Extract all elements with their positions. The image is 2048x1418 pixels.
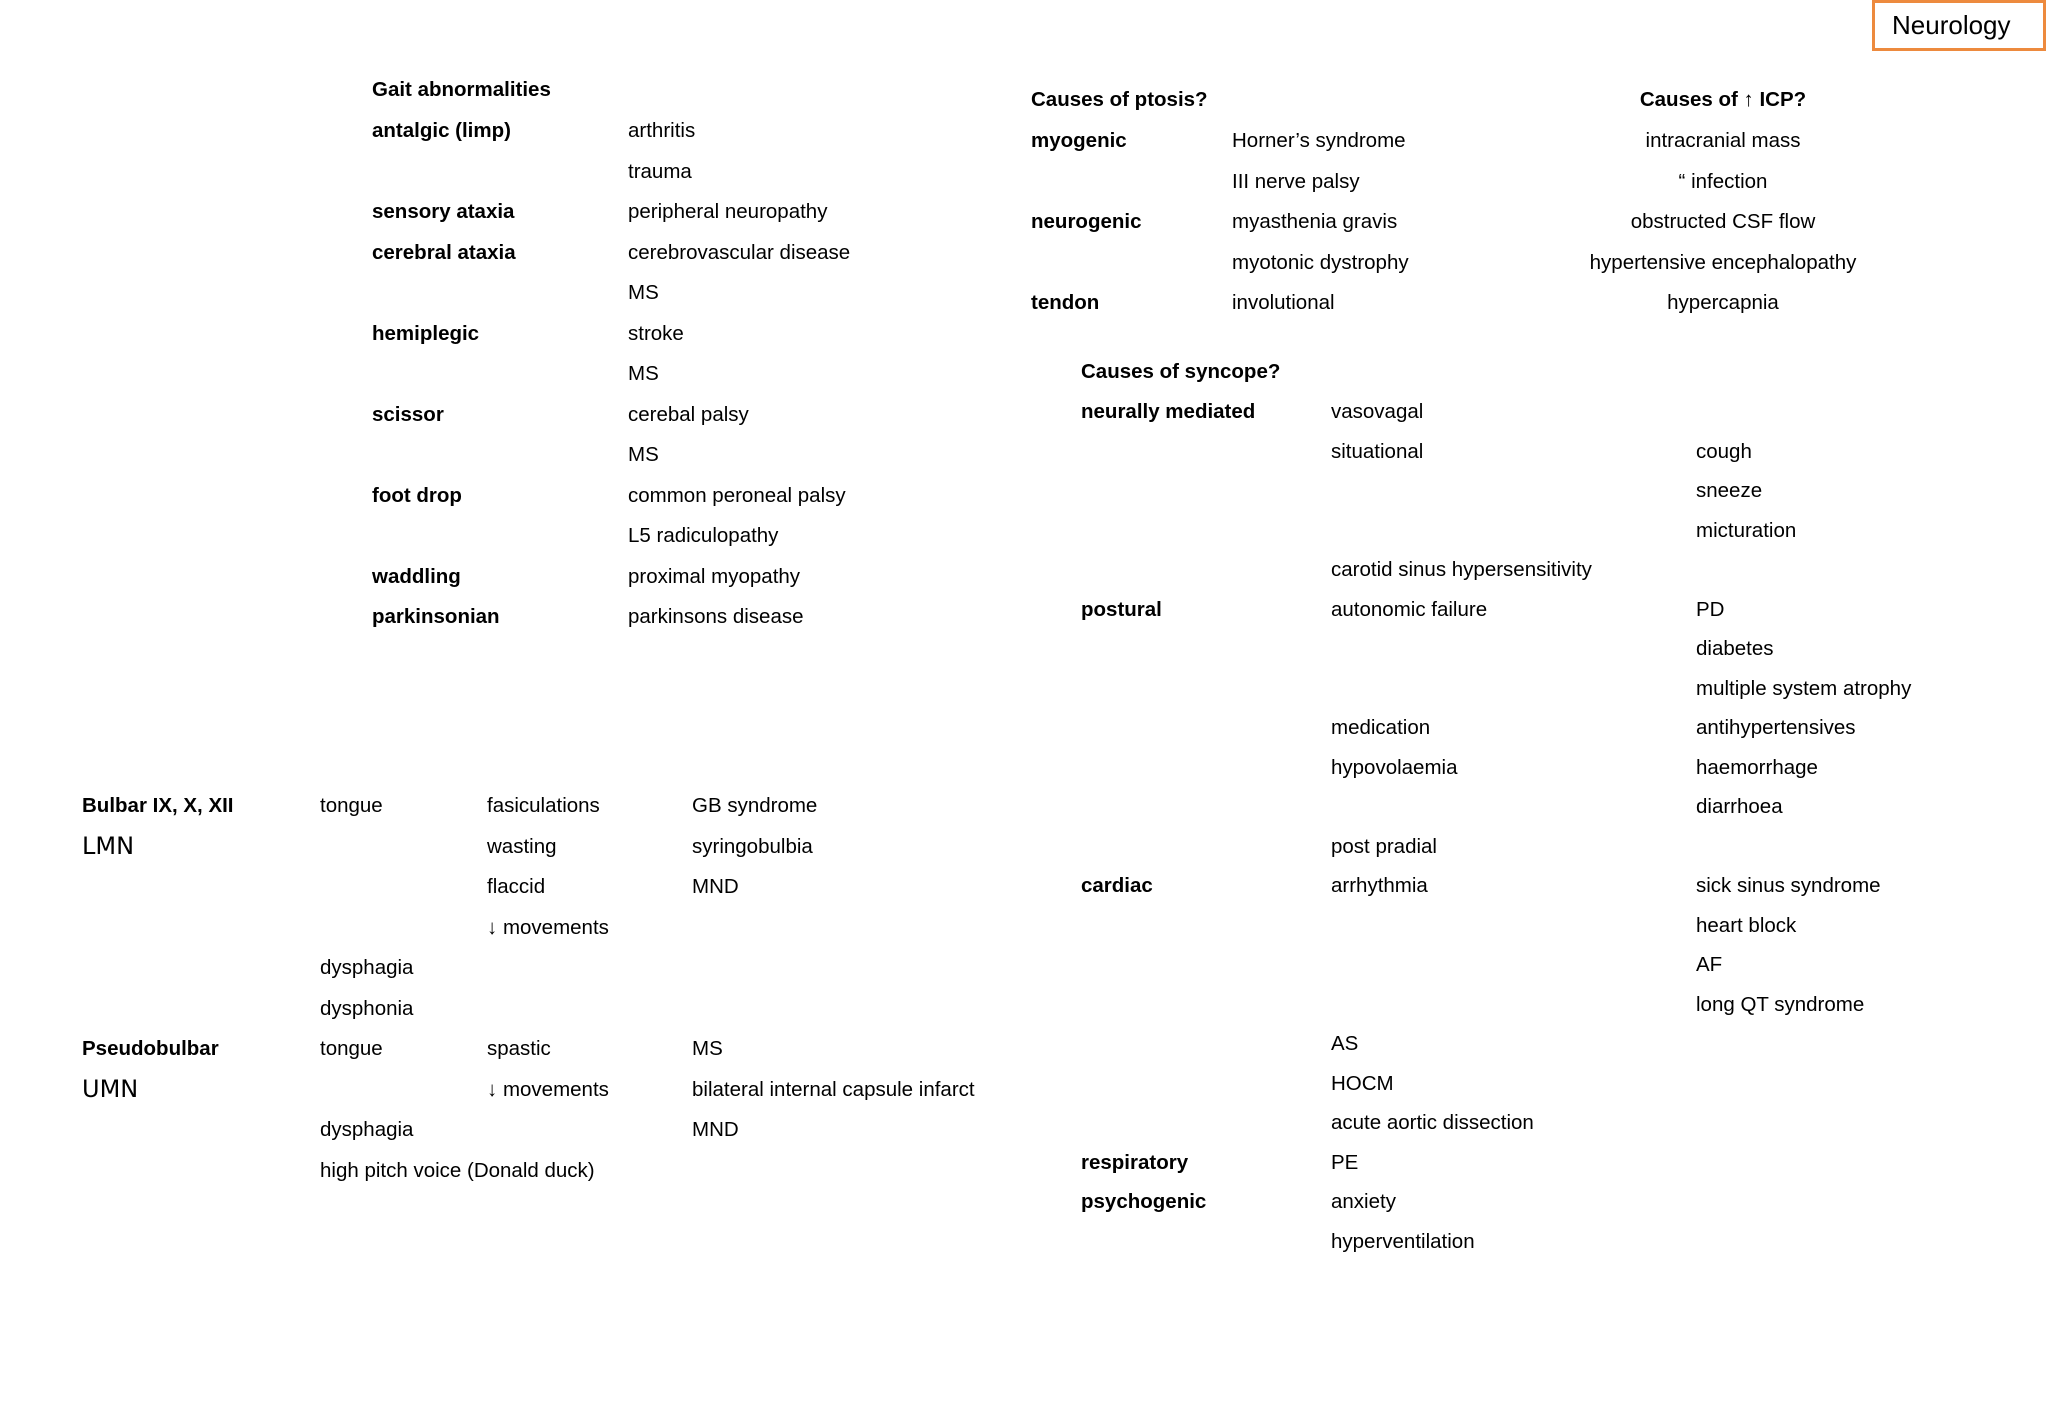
- gait-cause: parkinsons disease: [628, 605, 804, 628]
- ptosis-title: Causes of ptosis?: [1031, 88, 1208, 111]
- gait-cause: common peroneal palsy: [628, 483, 846, 507]
- syncope-cause: situational: [1331, 439, 1424, 463]
- syncope-cause: anxiety: [1331, 1190, 1396, 1213]
- syncope-detail: multiple system atrophy: [1696, 676, 1912, 700]
- pseudobulbar-subtitle: UMN: [82, 1075, 139, 1103]
- icp-cause: intracranial mass: [1645, 129, 1801, 152]
- syncope-detail: sick sinus syndrome: [1696, 874, 1881, 897]
- syncope-cause: AS: [1331, 1032, 1359, 1055]
- gait-type: parkinsonian: [372, 605, 500, 628]
- gait-cause: MS: [628, 281, 659, 304]
- bulbar-area: dysphagia: [320, 956, 414, 979]
- bulbar-cause: syringobulbia: [692, 834, 813, 858]
- syncope-detail: PD: [1696, 597, 1725, 621]
- syncope-cause: HOCM: [1331, 1071, 1394, 1095]
- bulbar-cause: GB syndrome: [692, 794, 818, 817]
- bulbar-sign: wasting: [487, 834, 557, 858]
- syncope-detail: antihypertensives: [1696, 716, 1856, 739]
- syncope-detail: heart block: [1696, 913, 1797, 937]
- syncope-category: postural: [1081, 597, 1162, 621]
- syncope-detail: sneeze: [1696, 479, 1763, 502]
- syncope-category: psychogenic: [1081, 1190, 1207, 1213]
- pseudobulbar-title: Pseudobulbar: [82, 1037, 219, 1060]
- ptosis-cause: Horner’s syndrome: [1232, 129, 1406, 152]
- syncope-title: Causes of syncope?: [1081, 360, 1281, 383]
- icp-cause: hypertensive encephalopathy: [1589, 250, 1857, 274]
- pseudobulbar-sign: spastic: [487, 1037, 551, 1060]
- syncope-detail: cough: [1696, 439, 1752, 463]
- syncope-detail: long QT syndrome: [1696, 992, 1865, 1016]
- gait-cause: proximal myopathy: [628, 564, 801, 588]
- ptosis-cause: myotonic dystrophy: [1232, 250, 1409, 274]
- gait-type: antalgic (limp): [372, 119, 511, 142]
- pseudobulbar-area: tongue: [320, 1037, 383, 1060]
- pseudobulbar-cause: MND: [692, 1118, 739, 1141]
- icp-cause: hypercapnia: [1667, 291, 1779, 314]
- bulbar-sign: fasiculations: [487, 794, 600, 817]
- gait-title: Gait abnormalities: [372, 78, 551, 101]
- syncope-cause: carotid sinus hypersensitivity: [1331, 558, 1592, 581]
- gait-type: foot drop: [372, 483, 462, 507]
- ptosis-type: tendon: [1031, 291, 1100, 314]
- syncope-cause: autonomic failure: [1331, 597, 1488, 621]
- bulbar-area: dysphonia: [320, 996, 414, 1020]
- syncope-category: cardiac: [1081, 874, 1153, 897]
- gait-cause: MS: [628, 362, 659, 385]
- pseudobulbar-sign: ↓ movements: [487, 1077, 609, 1101]
- gait-cause: cerebrovascular disease: [628, 240, 851, 264]
- gait-cause: peripheral neuropathy: [628, 200, 828, 223]
- syncope-cause: arrhythmia: [1331, 874, 1428, 897]
- syncope-cause: acute aortic dissection: [1331, 1111, 1534, 1134]
- gait-type: waddling: [372, 564, 461, 588]
- pseudobulbar-area: dysphagia: [320, 1118, 414, 1141]
- syncope-detail: haemorrhage: [1696, 755, 1818, 779]
- bulbar-sign: ↓ movements: [487, 915, 609, 939]
- icp-cause: obstructed CSF flow: [1630, 210, 1816, 233]
- syncope-cause: hyperventilation: [1331, 1229, 1475, 1253]
- ptosis-cause: III nerve palsy: [1232, 169, 1360, 193]
- gait-cause: trauma: [628, 159, 692, 183]
- gait-type: sensory ataxia: [372, 200, 515, 223]
- syncope-category: neurally mediated: [1081, 400, 1256, 423]
- syncope-detail: AF: [1696, 953, 1723, 976]
- gait-cause: arthritis: [628, 119, 696, 142]
- gait-cause: cerebal palsy: [628, 402, 749, 426]
- gait-cause: stroke: [628, 321, 684, 345]
- syncope-detail: diarrhoea: [1696, 795, 1783, 818]
- ptosis-cause: myasthenia gravis: [1232, 210, 1398, 233]
- gait-cause: MS: [628, 443, 659, 466]
- syncope-cause: hypovolaemia: [1331, 755, 1458, 779]
- syncope-cause: vasovagal: [1331, 400, 1424, 423]
- syncope-detail: micturation: [1696, 518, 1797, 542]
- gait-type: cerebral ataxia: [372, 240, 516, 264]
- gait-type: scissor: [372, 402, 444, 426]
- ptosis-type: neurogenic: [1031, 210, 1142, 233]
- icp-cause: “ infection: [1678, 169, 1768, 193]
- syncope-cause: post pradial: [1331, 834, 1437, 858]
- bulbar-subtitle: LMN: [82, 832, 135, 860]
- bulbar-cause: MND: [692, 875, 739, 898]
- syncope-detail: diabetes: [1696, 637, 1774, 660]
- syncope-cause: medication: [1331, 716, 1431, 739]
- icp-title: Causes of ↑ ICP?: [1639, 88, 1807, 111]
- bulbar-area: tongue: [320, 794, 383, 817]
- ptosis-cause: involutional: [1232, 291, 1335, 314]
- pseudobulbar-area: high pitch voice (Donald duck): [320, 1158, 595, 1182]
- syncope-cause: PE: [1331, 1150, 1359, 1174]
- gait-type: hemiplegic: [372, 321, 480, 345]
- section-tag: Neurology: [1872, 0, 2046, 51]
- bulbar-sign: flaccid: [487, 875, 546, 898]
- syncope-category: respiratory: [1081, 1150, 1189, 1174]
- pseudobulbar-cause: bilateral internal capsule infarct: [692, 1077, 975, 1101]
- bulbar-title: Bulbar IX, X, XII: [82, 794, 234, 817]
- ptosis-type: myogenic: [1031, 129, 1127, 152]
- pseudobulbar-cause: MS: [692, 1037, 723, 1060]
- gait-cause: L5 radiculopathy: [628, 524, 779, 547]
